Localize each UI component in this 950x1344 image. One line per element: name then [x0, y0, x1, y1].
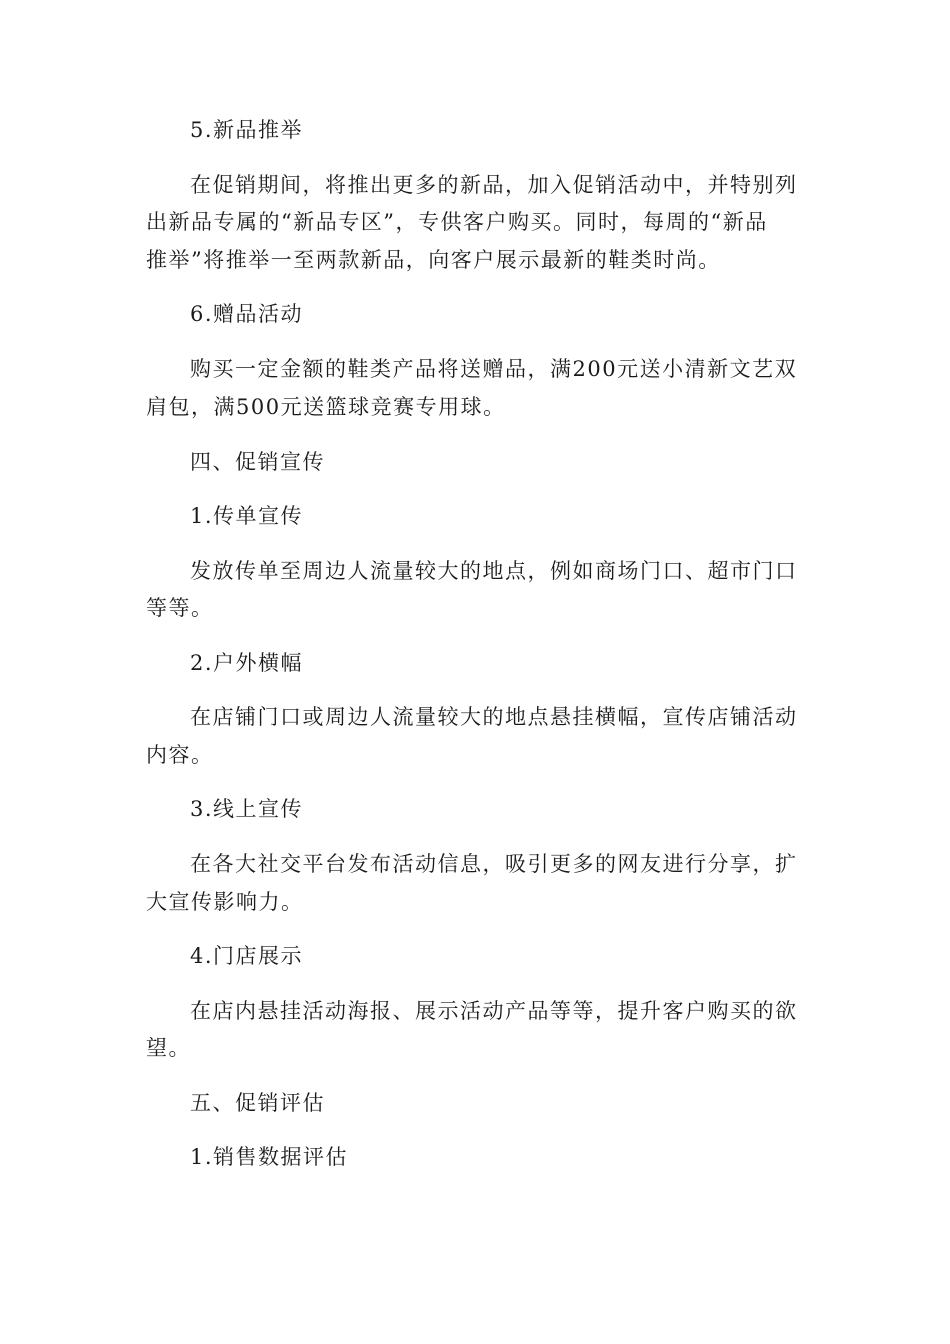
section-heading-new-product: 5.新品推举 [190, 118, 304, 142]
paragraph-line: 大宣传影响力。 [146, 890, 304, 914]
section-heading-banner: 2.户外横幅 [190, 651, 304, 675]
section-heading-online: 3.线上宣传 [190, 797, 304, 821]
paragraph-line: 发放传单至周边人流量较大的地点，例如商场门口、超市门口 [190, 559, 798, 583]
chapter-heading-promotion: 四、促销宣传 [190, 450, 325, 474]
chapter-heading-evaluation: 五、促销评估 [190, 1091, 325, 1115]
paragraph-line: 望。 [146, 1036, 191, 1060]
paragraph-line: 在各大社交平台发布活动信息，吸引更多的网友进行分享，扩 [190, 852, 798, 876]
section-heading-gift: 6.赠品活动 [190, 302, 304, 326]
section-heading-store-display: 4.门店展示 [190, 944, 304, 968]
paragraph-line: 肩包，满500元送篮球竞赛专用球。 [146, 395, 506, 419]
section-heading-sales-data: 1.销售数据评估 [190, 1145, 349, 1169]
paragraph-line: 内容。 [146, 743, 214, 767]
paragraph-line: 在促销期间，将推出更多的新品，加入促销活动中，并特别列 [190, 173, 798, 197]
section-heading-flyer: 1.传单宣传 [190, 504, 304, 528]
paragraph-line: 在店铺门口或周边人流量较大的地点悬挂横幅，宣传店铺活动 [190, 705, 798, 729]
paragraph-line: 购买一定金额的鞋类产品将送赠品，满200元送小清新文艺双 [190, 357, 798, 381]
paragraph-line: 在店内悬挂活动海报、展示活动产品等等，提升客户购买的欲 [190, 999, 798, 1023]
paragraph-line: 等等。 [146, 596, 214, 620]
paragraph-line: 出新品专属的“新品专区”，专供客户购买。同时，每周的“新品 [146, 210, 768, 234]
paragraph-line: 推举”将推举一至两款新品，向客户展示最新的鞋类时尚。 [146, 248, 721, 272]
